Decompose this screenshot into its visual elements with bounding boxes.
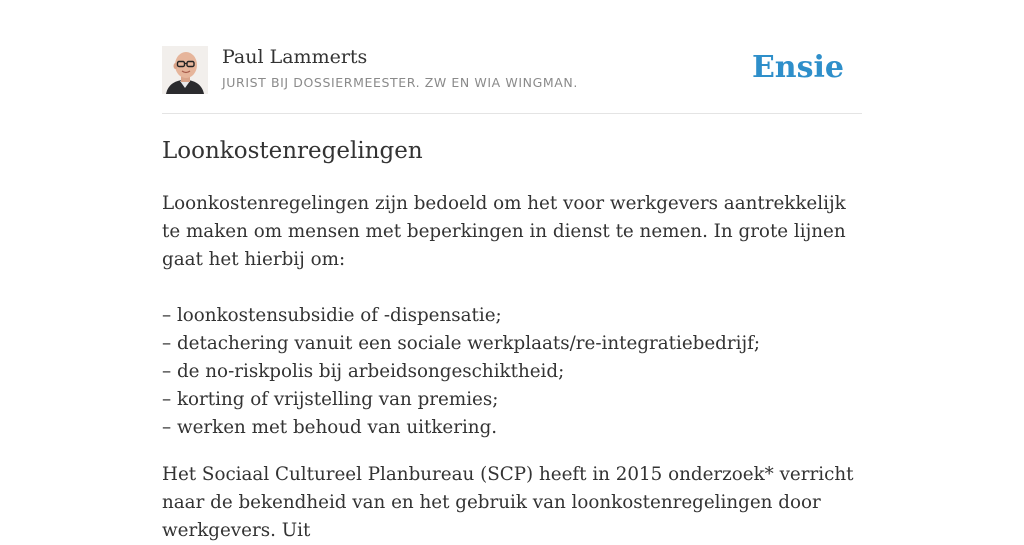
ensie-logo[interactable]: Ensie [751,50,844,85]
article-title: Loonkostenregelingen [162,138,423,164]
intro-paragraph: Loonkostenregelingen zijn bedoeld om het voor werkgevers aantrekkelijk te maken om mensen met beperkingen in dienst te nemen. In grote lijnen gaat het hierbij om: [162,193,846,270]
list-item: – de no-riskpolis bij arbeidsongeschiktheid; [162,361,565,382]
list-item: – werken met behoud van uitkering. [162,417,498,438]
author-bio: JURIST BIJ DOSSIERMEESTER. ZW EN WIA WINGMAN. [222,75,578,90]
scp-paragraph: Het Sociaal Cultureel Planbureau (SCP) heeft in 2015 onderzoek* verricht naar de bekendheid van en het gebruik van loonkostenregelingen door werkgevers. Uit [162,464,854,541]
article-header [162,44,862,114]
avatar[interactable] [162,46,208,94]
list-item: – loonkostensubsidie of -dispensatie; [162,305,502,326]
article-body [162,190,867,545]
list-item: – korting of vrijstelling van premies; [162,389,499,410]
author-name[interactable]: Paul Lammerts [222,46,368,68]
author-photo [162,46,208,94]
regulations-list [162,302,867,442]
list-item: – detachering vanuit een sociale werkplaats/re-integratiebedrijf; [162,333,761,354]
